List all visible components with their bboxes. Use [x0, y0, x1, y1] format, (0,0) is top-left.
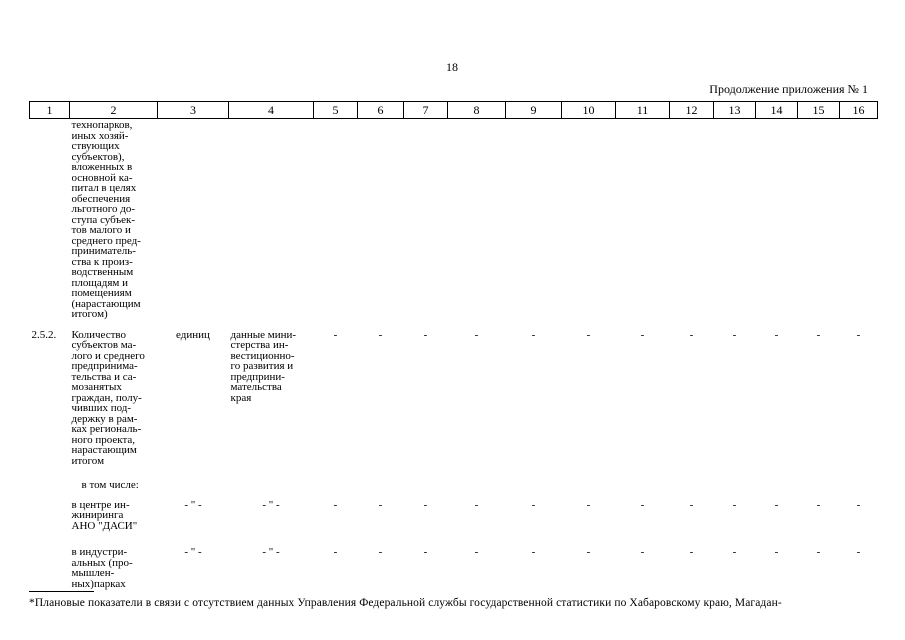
value-cell: -	[333, 328, 338, 341]
source-cell: данные мини- стерства ин- вестиционно- го развития и предприни- мательства края	[230, 328, 297, 404]
column-header: 3	[158, 102, 229, 119]
value-cell	[314, 119, 358, 324]
table-row	[30, 119, 878, 324]
value-cell	[404, 474, 448, 494]
value-cell: -	[816, 328, 821, 341]
value-cell: -	[586, 546, 591, 558]
unit-cell: - " -	[184, 546, 202, 558]
table-body	[30, 119, 878, 590]
footnote: *Плановые показатели в связи с отсутствием данных Управления Федеральной службы государственной статистики по Хабаровскому краю, Магадан-	[29, 597, 782, 609]
source-cell: - " -	[262, 498, 280, 511]
value-cell: -	[333, 498, 338, 511]
value-cell	[840, 474, 878, 494]
column-header: 2	[70, 102, 158, 119]
value-cell	[714, 119, 756, 324]
value-cell: -	[732, 328, 737, 341]
value-cell	[404, 119, 448, 324]
value-cell: -	[816, 498, 821, 511]
row-number	[30, 494, 70, 542]
indicator-name: в индустри- альных (про- мышлен- ных)парках	[71, 546, 133, 590]
table-row	[30, 474, 878, 494]
indicator-name: Количество субъектов ма- лого и среднего предпринима- тельства и са- мозанятых граждан, полу- чивших под- держку в рам- ках региональ- ного проекта, нарастающим итогом	[71, 328, 145, 467]
value-cell: -	[856, 498, 861, 511]
value-cell	[798, 119, 840, 324]
footnote-divider	[29, 591, 94, 592]
unit-cell: - " -	[184, 498, 202, 511]
unit-cell	[158, 474, 229, 494]
value-cell: -	[531, 546, 536, 558]
value-cell: -	[774, 498, 779, 511]
value-cell: -	[689, 498, 694, 511]
value-cell: -	[640, 328, 645, 341]
indicator-name: технопарков, иных хозяй- ствующих субъектов), вложенных в основной ка- питал в целях обеспечения льготного до- ступа субъек- тов малого и среднего пред- приниматель- ства к произ- водственным площадям и помещениям (нарастающим итогом)	[71, 119, 141, 320]
value-cell: -	[474, 328, 479, 341]
row-number	[30, 474, 70, 494]
column-header: 15	[798, 102, 840, 119]
column-header: 4	[229, 102, 314, 119]
column-header: 14	[756, 102, 798, 119]
value-cell: -	[474, 546, 479, 558]
value-cell: -	[640, 498, 645, 511]
value-cell	[448, 119, 506, 324]
column-header: 11	[616, 102, 670, 119]
unit-cell: единиц	[176, 328, 210, 341]
value-cell	[506, 474, 562, 494]
value-cell	[756, 119, 798, 324]
value-cell: -	[856, 328, 861, 341]
unit-cell	[158, 119, 229, 324]
value-cell	[562, 474, 616, 494]
value-cell: -	[586, 328, 591, 341]
indicators-table	[29, 101, 878, 589]
column-header: 5	[314, 102, 358, 119]
column-header: 6	[358, 102, 404, 119]
page-number: 18	[446, 60, 458, 74]
value-cell	[448, 474, 506, 494]
table-row	[30, 494, 878, 542]
value-cell: -	[774, 546, 779, 558]
value-cell	[840, 119, 878, 324]
value-cell	[314, 474, 358, 494]
value-cell: -	[689, 546, 694, 558]
source-cell	[229, 474, 314, 494]
continuation-label: Продолжение приложения № 1	[709, 82, 868, 96]
value-cell: -	[423, 328, 428, 341]
value-cell: -	[732, 546, 737, 558]
value-cell: -	[774, 328, 779, 341]
column-header: 13	[714, 102, 756, 119]
value-cell: -	[856, 546, 861, 558]
row-number	[30, 541, 70, 589]
column-number-row	[30, 102, 878, 119]
value-cell	[756, 474, 798, 494]
value-cell: -	[333, 546, 338, 558]
value-cell: -	[378, 546, 383, 558]
column-header: 9	[506, 102, 562, 119]
source-cell	[229, 119, 314, 324]
value-cell	[616, 474, 670, 494]
value-cell	[670, 119, 714, 324]
value-cell	[714, 474, 756, 494]
indicator-name: в центре ин- жиниринга АНО "ДАСИ"	[71, 498, 138, 532]
value-cell: -	[423, 498, 428, 511]
column-header: 1	[30, 102, 70, 119]
value-cell: -	[378, 498, 383, 511]
value-cell: -	[423, 546, 428, 558]
value-cell: -	[378, 328, 383, 341]
value-cell: -	[531, 498, 536, 511]
value-cell: -	[732, 498, 737, 511]
value-cell: -	[689, 328, 694, 341]
value-cell	[562, 119, 616, 324]
value-cell	[798, 474, 840, 494]
table-row	[30, 324, 878, 475]
column-header: 12	[670, 102, 714, 119]
value-cell: -	[531, 328, 536, 341]
value-cell	[358, 474, 404, 494]
value-cell	[358, 119, 404, 324]
table-row	[30, 541, 878, 589]
row-number: 2.5.2.	[31, 328, 57, 341]
value-cell: -	[816, 546, 821, 558]
indicator-name: в том числе:	[81, 479, 139, 491]
value-cell: -	[640, 546, 645, 558]
column-header: 8	[448, 102, 506, 119]
column-header: 16	[840, 102, 878, 119]
value-cell	[616, 119, 670, 324]
row-number	[30, 119, 70, 324]
column-header: 10	[562, 102, 616, 119]
value-cell	[506, 119, 562, 324]
value-cell: -	[586, 498, 591, 511]
source-cell: - " -	[262, 546, 280, 558]
value-cell: -	[474, 498, 479, 511]
column-header: 7	[404, 102, 448, 119]
value-cell	[670, 474, 714, 494]
